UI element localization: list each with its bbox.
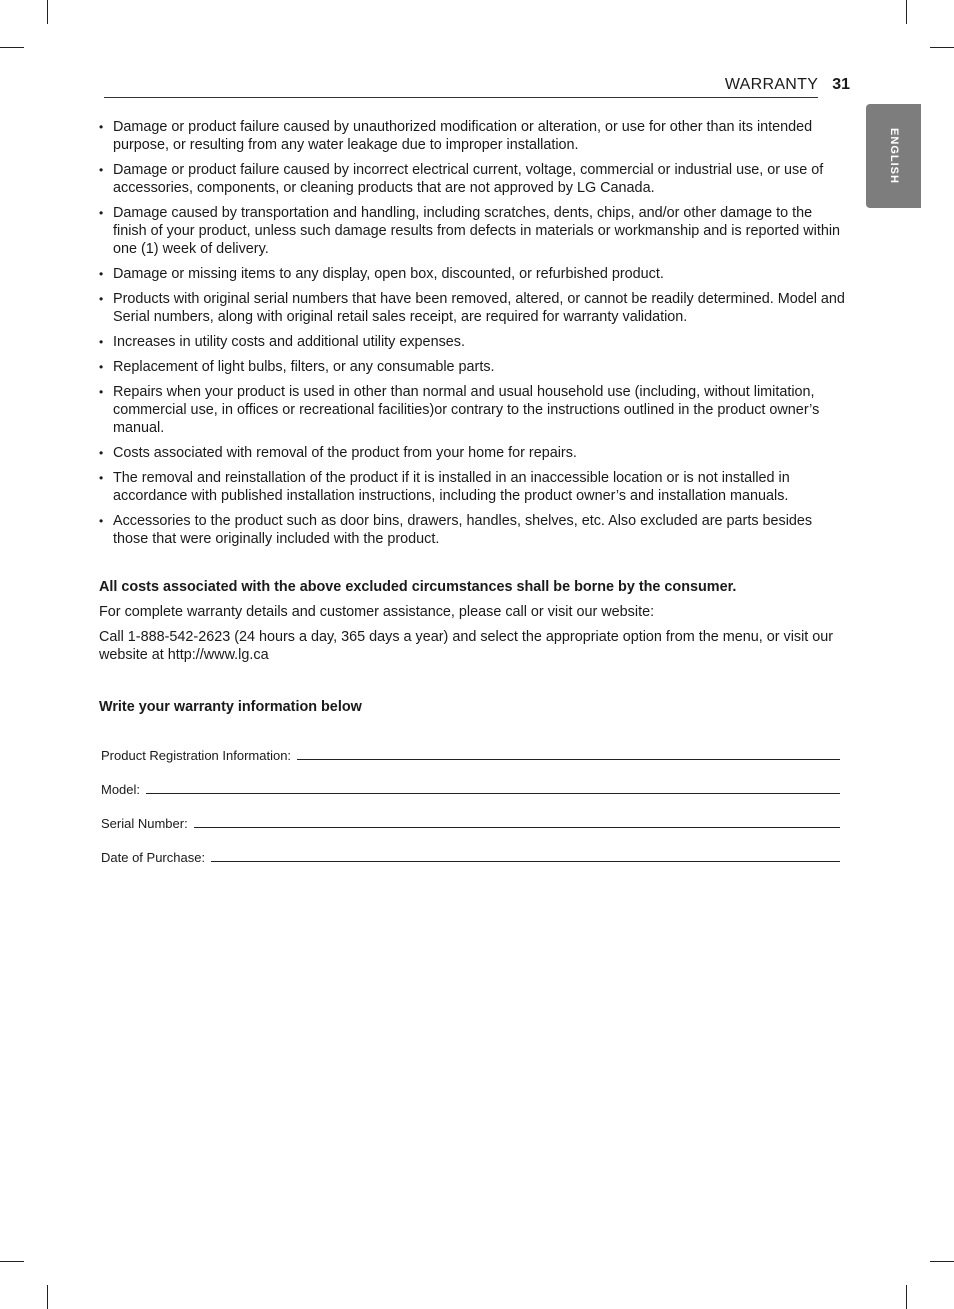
language-tab (866, 104, 921, 208)
exclusion-item: • Repairs when your product is used in other than normal and usual household use (including, without limitation, commercial use, in offices or recreational facilities)or contrary to the instructions outlined in the product owner’s manual. (99, 383, 847, 437)
field-label: Product Registration Information: (101, 748, 292, 763)
crop-mark (0, 47, 24, 48)
field-line[interactable] (211, 851, 840, 862)
language-tab-label: ENGLISH (887, 128, 900, 184)
exclusion-item: • Increases in utility costs and additional utility expenses. (99, 333, 847, 351)
exclusion-item: • Damage caused by transportation and handling, including scratches, dents, chips, and/or other damage to the finish of your product, unless such damage results from defects in materials or workmanship and is reported within one (1) week of delivery. (99, 204, 847, 258)
crop-mark (0, 1261, 24, 1262)
crop-mark (47, 1285, 48, 1309)
field-label: Serial Number: (101, 816, 188, 831)
crop-mark (47, 0, 48, 24)
field-label: Date of Purchase: (101, 850, 206, 865)
exclusion-item: • Damage or product failure caused by incorrect electrical current, voltage, commercial or industrial use, or use of accessories, components, or cleaning products that are not approved by LG Canada. (99, 161, 847, 197)
exclusion-item: • Replacement of light bulbs, filters, or any consumable parts. (99, 358, 847, 376)
purchase-date-field[interactable] (99, 832, 847, 866)
exclusion-item: • Damage or missing items to any display, open box, discounted, or refurbished product. (99, 265, 847, 283)
field-label: Model: (101, 782, 141, 797)
contact-detail: Call 1-888-542-2623 (24 hours a day, 365 days a year) and select the appropriate option from the menu, or visit our website at http://www.lg.ca (99, 629, 834, 663)
header-rule (104, 97, 818, 98)
warranty-form-title: Write your warranty information below (99, 699, 362, 715)
exclusion-item: • The removal and reinstallation of the product if it is installed in an inaccessible location or is not installed in accordance with published installation instructions, including the product owner’s and installation manuals. (99, 469, 847, 505)
exclusion-item: • Accessories to the product such as door bins, drawers, handles, shelves, etc. Also excluded are parts besides those that were originally included with the product. (99, 512, 847, 548)
section-title: WARRANTY (724, 76, 819, 93)
contact-intro: For complete warranty details and customer assistance, please call or visit our website: (99, 604, 655, 620)
page-header (104, 72, 850, 98)
exclusions-list (99, 118, 847, 548)
model-field[interactable] (99, 764, 847, 798)
warranty-content (99, 118, 847, 866)
crop-mark (930, 47, 954, 48)
registration-info-field[interactable] (99, 730, 847, 764)
serial-number-field[interactable] (99, 798, 847, 832)
crop-mark (906, 1285, 907, 1309)
field-line[interactable] (194, 817, 840, 828)
field-line[interactable] (146, 783, 840, 794)
field-line[interactable] (297, 749, 840, 760)
crop-mark (930, 1261, 954, 1262)
exclusion-item: • Products with original serial numbers that have been removed, altered, or cannot be readily determined. Model and Serial numbers, along with original retail sales receipt, are required for warranty validation. (99, 290, 847, 326)
crop-mark (906, 0, 907, 24)
consumer-cost-notice: All costs associated with the above excluded circumstances shall be borne by the consumer. (99, 579, 737, 595)
exclusion-item: • Damage or product failure caused by unauthorized modification or alteration, or use for other than its intended purpose, or resulting from any water leakage due to improper installation. (99, 118, 847, 154)
exclusion-item: • Costs associated with removal of the product from your home for repairs. (99, 444, 847, 462)
page-number: 31 (832, 76, 850, 93)
